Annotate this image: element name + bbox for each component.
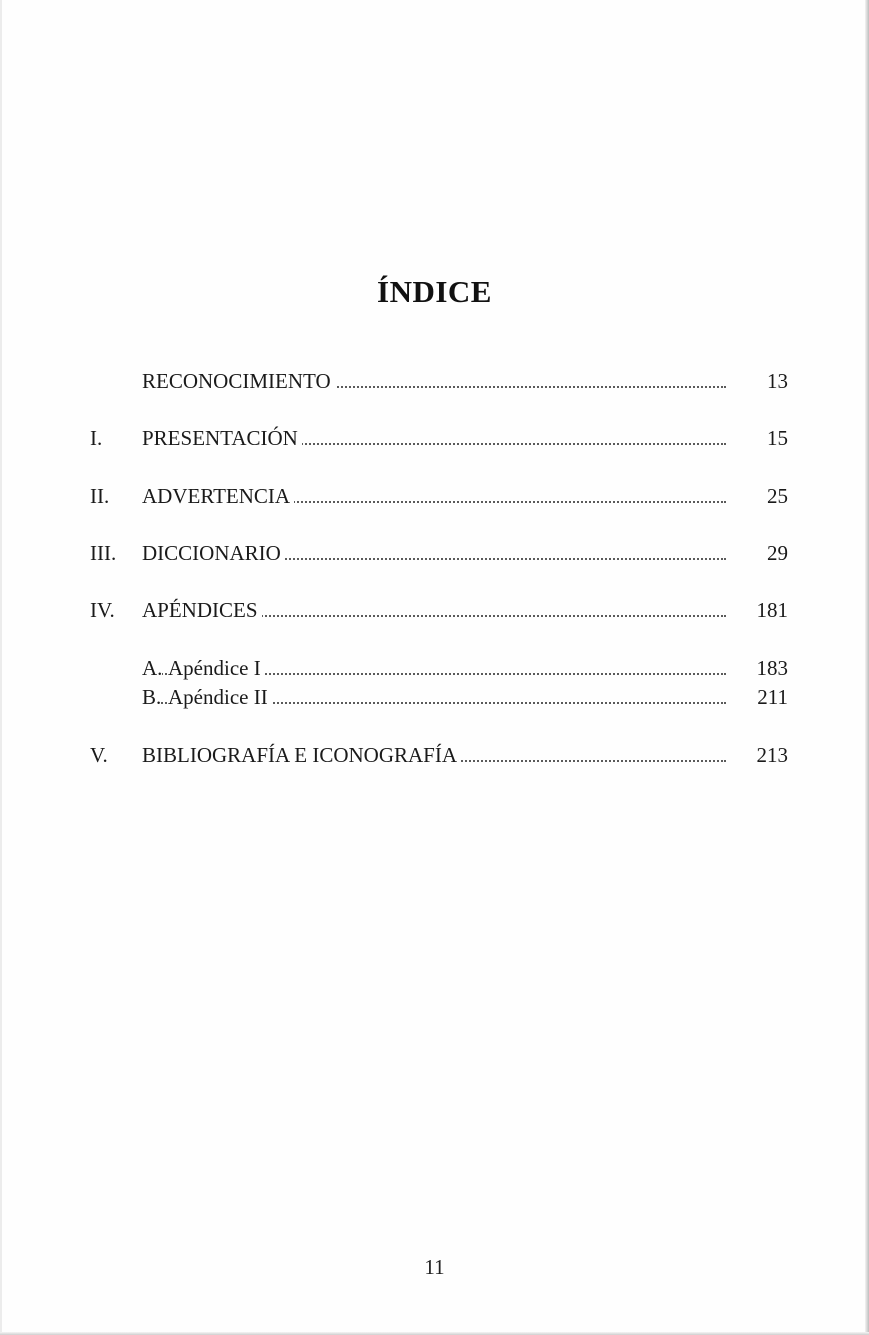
toc-entry-presentacion	[90, 423, 788, 453]
toc-subentry-apendice-i	[90, 653, 788, 683]
toc-subentry-apendice-ii	[90, 682, 788, 712]
toc-entry-number: II.	[90, 484, 110, 508]
toc-entry-label: PRESENTACIÓN	[142, 423, 302, 453]
toc-entry-reconocimiento	[90, 366, 788, 396]
toc-entry-number: V.	[90, 743, 108, 767]
toc-entry-number: IV.	[90, 598, 115, 622]
toc-entry-page: 29	[767, 541, 788, 565]
toc-entry-page: 13	[767, 369, 788, 393]
toc-subentry-page: 211	[757, 685, 788, 709]
toc-entry-page: 25	[767, 484, 788, 508]
toc-entry-label: RECONOCIMIENTO	[142, 366, 335, 396]
toc-entry-apendices	[90, 595, 788, 625]
toc-entry-label: BIBLIOGRAFÍA E ICONOGRAFÍA	[142, 740, 461, 770]
toc-subentry-page: 183	[756, 656, 788, 680]
page-number: 11	[424, 1255, 445, 1279]
toc-entry-label: DICCIONARIO	[142, 538, 285, 568]
toc-subentry-label: Apéndice II	[168, 682, 272, 712]
page-right-edge	[865, 0, 869, 1335]
toc-entry-page: 181	[756, 598, 788, 622]
page-left-edge	[0, 0, 2, 1335]
toc-entry-number: III.	[90, 541, 117, 565]
toc-entry-label: APÉNDICES	[142, 595, 262, 625]
toc-entry-page: 15	[767, 426, 788, 450]
toc-entry-number: I.	[90, 426, 103, 450]
toc-entry-advertencia	[90, 481, 788, 511]
toc-subentry-letter: A.	[142, 653, 162, 683]
toc-subentry-letter: B.	[142, 682, 161, 712]
toc-subentry-label: Apéndice I	[168, 653, 265, 683]
toc-entry-bibliografia	[90, 740, 788, 770]
toc-entry-diccionario	[90, 538, 788, 568]
page-title: ÍNDICE	[377, 274, 492, 309]
toc-entry-page: 213	[756, 743, 788, 767]
toc-entry-label: ADVERTENCIA	[142, 481, 294, 511]
